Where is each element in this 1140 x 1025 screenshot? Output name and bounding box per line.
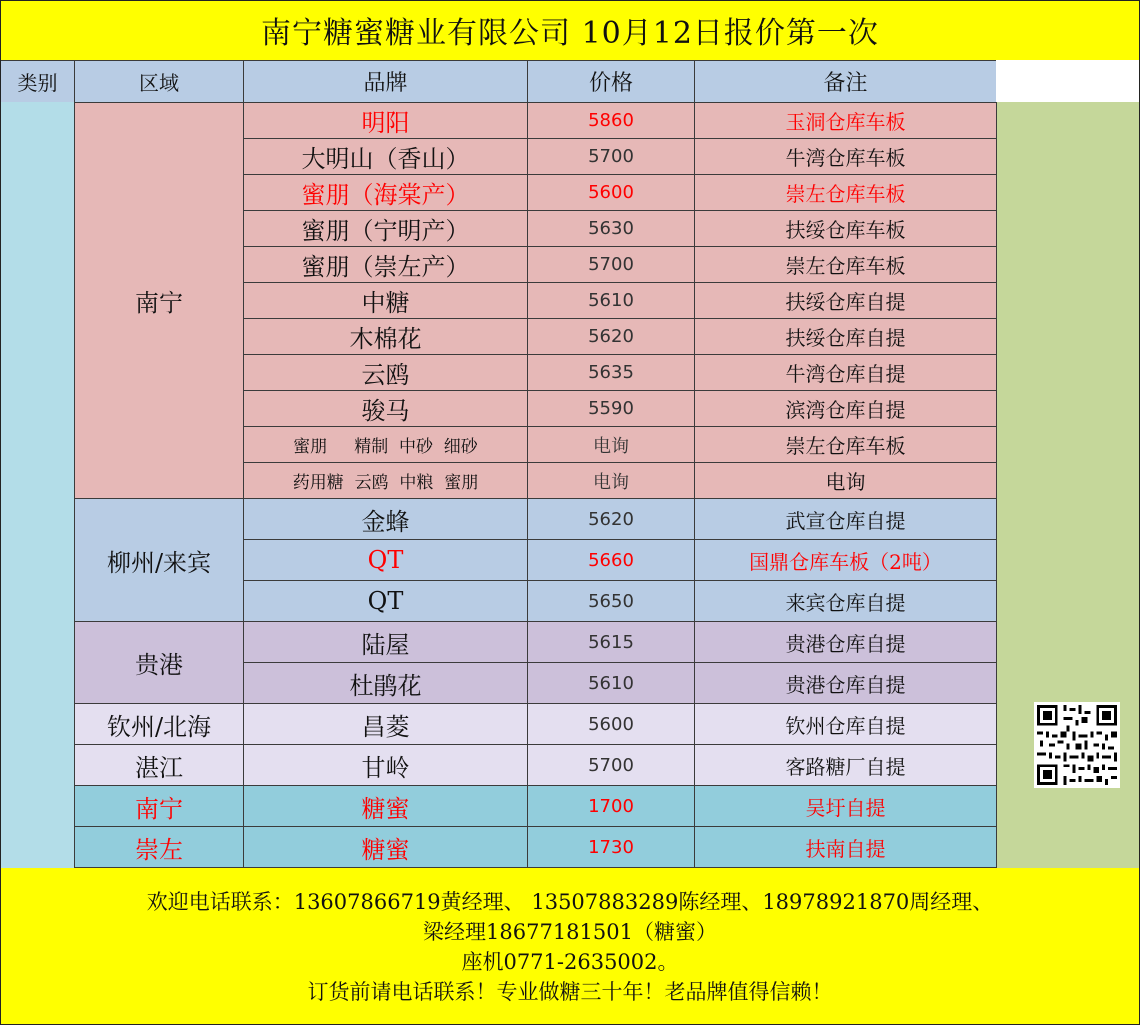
header-brand: 品牌 [243, 60, 528, 103]
price-cell: 1700 [527, 785, 695, 827]
price-cell: 5635 [527, 354, 695, 391]
header-note: 备注 [694, 60, 997, 103]
note-cell: 扶绥仓库自提 [694, 282, 997, 319]
price-cell: 5700 [527, 246, 695, 283]
brand-cell: QT [243, 580, 528, 622]
note-cell: 客路糖厂自提 [694, 744, 997, 786]
price-cell: 5660 [527, 539, 695, 581]
brand-cell: 蜜朋 精制 中砂 细砂 [243, 426, 528, 463]
header-price: 价格 [527, 60, 695, 103]
footer-contact-line-2: 梁经理18677181501（糖蜜） [423, 919, 717, 944]
footer-slogan: 订货前请电话联系！专业做糖三十年！老品牌值得信赖！ [307, 979, 833, 1004]
price-cell: 5600 [527, 703, 695, 745]
brand-cell: 糖蜜 [243, 785, 528, 827]
price-cell: 5610 [527, 282, 695, 319]
header-category: 类别 [0, 60, 75, 103]
page-title: 南宁糖蜜糖业有限公司 10月12日报价第一次 [0, 0, 1140, 61]
brand-cell: 明阳 [243, 102, 528, 139]
note-cell: 贵港仓库自提 [694, 662, 997, 704]
brand-cell: 木棉花 [243, 318, 528, 355]
note-cell: 扶南自提 [694, 826, 997, 868]
note-cell: 崇左仓库车板 [694, 426, 997, 463]
region-liuzhou-laibin: 柳州/来宾 [74, 498, 244, 622]
note-cell: 牛湾仓库车板 [694, 138, 997, 175]
price-cell: 1730 [527, 826, 695, 868]
note-cell: 来宾仓库自提 [694, 580, 997, 622]
note-cell: 贵港仓库自提 [694, 621, 997, 663]
price-cell: 5630 [527, 210, 695, 247]
brand-cell: QT [243, 539, 528, 581]
price-cell: 5590 [527, 390, 695, 427]
price-cell: 5860 [527, 102, 695, 139]
price-cell: 5610 [527, 662, 695, 704]
note-cell: 扶绥仓库车板 [694, 210, 997, 247]
brand-cell: 蜜朋（崇左产） [243, 246, 528, 283]
price-cell: 5650 [527, 580, 695, 622]
brand-cell: 陆屋 [243, 621, 528, 663]
price-cell: 5700 [527, 138, 695, 175]
brand-cell: 糖蜜 [243, 826, 528, 868]
brand-cell: 昌菱 [243, 703, 528, 745]
price-cell: 电询 [527, 462, 695, 499]
header-region: 区域 [74, 60, 244, 103]
note-cell: 电询 [694, 462, 997, 499]
region-qinzhou-beihai: 钦州/北海 [74, 703, 244, 745]
price-cell: 5600 [527, 174, 695, 211]
region-nanning-molasses: 南宁 [74, 785, 244, 827]
region-guigang: 贵港 [74, 621, 244, 704]
brand-cell: 甘岭 [243, 744, 528, 786]
note-cell: 玉洞仓库车板 [694, 102, 997, 139]
note-cell: 扶绥仓库自提 [694, 318, 997, 355]
brand-cell: 骏马 [243, 390, 528, 427]
note-cell: 武宣仓库自提 [694, 498, 997, 540]
brand-cell: 云鸥 [243, 354, 528, 391]
footer-landline: 座机0771-2635002。 [461, 949, 679, 974]
brand-cell: 杜鹃花 [243, 662, 528, 704]
price-cell: 电询 [527, 426, 695, 463]
note-cell: 牛湾仓库自提 [694, 354, 997, 391]
note-cell: 滨湾仓库自提 [694, 390, 997, 427]
brand-cell: 蜜朋（海棠产） [243, 174, 528, 211]
brand-cell: 蜜朋（宁明产） [243, 210, 528, 247]
price-cell: 5620 [527, 498, 695, 540]
brand-cell: 中糖 [243, 282, 528, 319]
price-cell: 5700 [527, 744, 695, 786]
price-cell: 5615 [527, 621, 695, 663]
brand-cell: 大明山（香山） [243, 138, 528, 175]
note-cell: 钦州仓库自提 [694, 703, 997, 745]
brand-cell: 金蜂 [243, 498, 528, 540]
note-cell: 国鼎仓库车板（2吨） [694, 539, 997, 581]
region-zhanjiang: 湛江 [74, 744, 244, 786]
note-cell: 崇左仓库车板 [694, 246, 997, 283]
brand-cell: 药用糖 云鸥 中粮 蜜朋 [243, 462, 528, 499]
footer-contact-line: 欢迎电话联系：13607866719黄经理、 13507883289陈经理、18978921870周经理、 [146, 889, 994, 914]
region-nanning: 南宁 [74, 102, 244, 499]
note-cell: 崇左仓库车板 [694, 174, 997, 211]
price-cell: 5620 [527, 318, 695, 355]
region-chongzuo: 崇左 [74, 826, 244, 868]
note-cell: 吴圩自提 [694, 785, 997, 827]
